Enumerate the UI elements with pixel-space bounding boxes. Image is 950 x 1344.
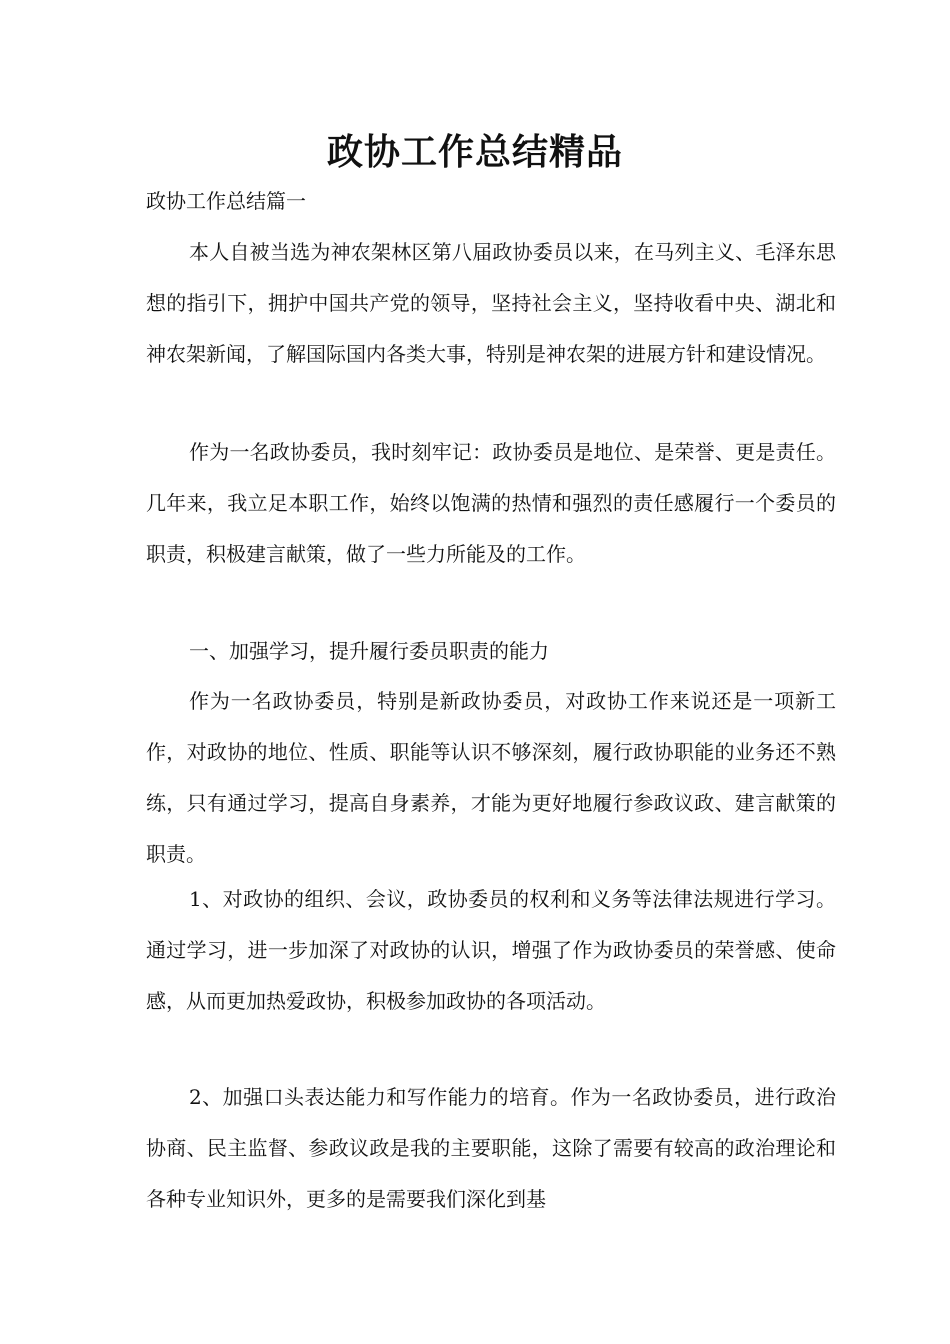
paragraph-responsibility: 作为一名政协委员，我时刻牢记：政协委员是地位、是荣誉、更是责任。几年来，我立足本职工作，始终以饱满的热情和强烈的责任感履行一个委员的职责，积极建言献策，做了一些力所能及的工作。 (146, 440, 836, 566)
paragraph-item-1: 1、对政协的组织、会议，政协委员的权利和义务等法律法规进行学习。通过学习，进一步加深了对政协的认识，增强了作为政协委员的荣誉感、使命感，从而更加热爱政协，积极参加政协的各项活动。 (146, 887, 836, 1013)
paragraph-intro: 本人自被当选为神农架林区第八届政协委员以来，在马列主义、毛泽东思想的指引下，拥护中国共产党的领导，坚持社会主义，坚持收看中央、湖北和神农架新闻，了解国际国内各类大事，特别是神农架的进展方针和建设情况。 (146, 240, 836, 366)
section-heading: 一、加强学习，提升履行委员职责的能力 (189, 639, 549, 663)
document-subtitle: 政协工作总结篇一 (146, 189, 306, 213)
paragraph-study: 作为一名政协委员，特别是新政协委员，对政协工作来说还是一项新工作，对政协的地位、性质、职能等认识不够深刻，履行政协职能的业务还不熟练，只有通过学习，提高自身素养，才能为更好地履行参政议政、建言献策的职责。 (146, 689, 836, 866)
paragraph-item-2: 2、加强口头表达能力和写作能力的培育。作为一名政协委员，进行政治协商、民主监督、参政议政是我的主要职能，这除了需要有较高的政治理论和各种专业知识外，更多的是需要我们深化到基 (146, 1085, 836, 1211)
document-title: 政协工作总结精品 (326, 132, 623, 173)
